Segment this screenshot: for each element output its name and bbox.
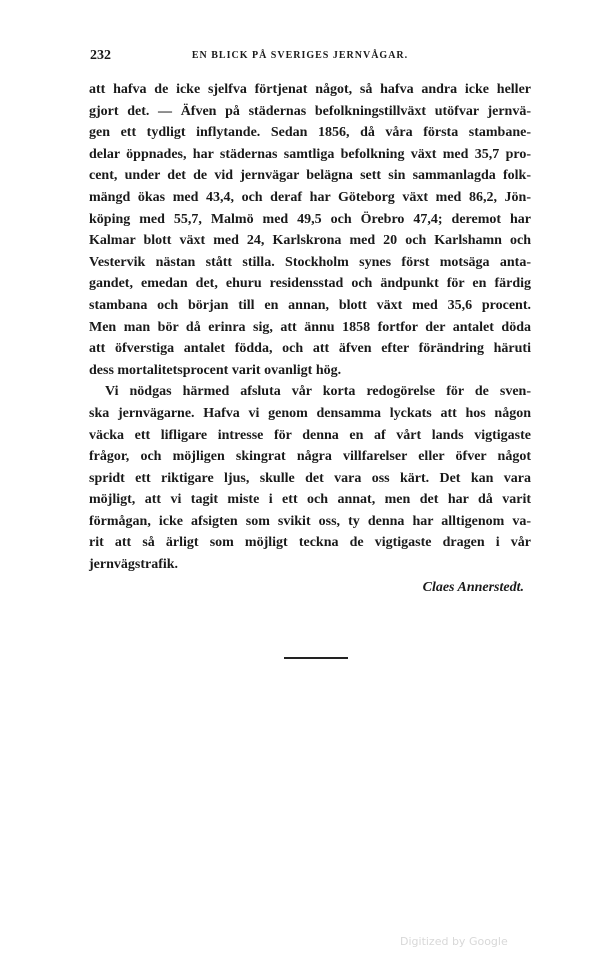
text-line: jernvägstrafik. bbox=[89, 557, 179, 573]
text-line: stambana och början till en annan, blott växt med 35,6 procent. bbox=[89, 297, 531, 313]
text-line: att hafva de icke sjelfva förtjenat något, så hafva andra icke heller bbox=[89, 82, 531, 97]
running-title: EN BLICK PÅ SVERIGES JERNVÅGAR. bbox=[191, 50, 409, 61]
text-line: frågor, och möjligen skingrat några villfarelser eller öfver något bbox=[89, 449, 531, 465]
text-line: rit att så ärligt som möjligt teckna de vigtigaste dragen i vår bbox=[89, 535, 531, 551]
text-line: ska jernvägarne. Hafva vi genom densamma lyckats att hos någon bbox=[89, 405, 531, 421]
text-line: att öfverstiga antalet födda, och att äfven efter förändring häruti bbox=[89, 341, 531, 357]
text-line: förmågan, icke afsigten som svikit oss, ty denna har alltigenom va- bbox=[89, 513, 531, 529]
text-line: gjort det. — Äfven på städernas befolkningstillväxt utöfvar jernvä- bbox=[89, 103, 531, 119]
text-line: mängd ökas med 43,4, och deraf har Göteborg växt med 86,2, Jön- bbox=[89, 189, 531, 205]
text-line: spridt ett riktigare ljus, skulle det vara oss kärt. Det kan vara bbox=[89, 470, 531, 486]
text-line: möjligt, att vi tagit miste i ett och annat, men det har då varit bbox=[89, 492, 531, 508]
text-line: Vestervik nästan stått stilla. Stockholm synes först motsäga anta- bbox=[89, 254, 531, 270]
end-rule bbox=[284, 657, 348, 659]
text-line: gen ett tydligt inflytande. Sedan 1856, då våra första stambane- bbox=[89, 125, 531, 141]
text-line: gandet, emedan det, ehuru residensstad och ändpunkt för en färdig bbox=[89, 276, 531, 292]
signature: Claes Annerstedt. bbox=[422, 580, 524, 595]
text-line: cent, under det de vid jernvägar belägna sett sin sammanlagda folk- bbox=[89, 168, 531, 184]
text-line: Vi nödgas härmed afsluta vår korta redogörelse för de sven- bbox=[105, 384, 531, 400]
text-line: dess mortalitetsprocent varit ovanligt hög. bbox=[89, 362, 342, 378]
watermark: Digitized by Google bbox=[400, 935, 508, 948]
page-number: 232 bbox=[90, 48, 111, 63]
text-line: köping med 55,7, Malmö med 49,5 och Örebro 47,4; deremot har bbox=[89, 211, 531, 227]
body-text bbox=[89, 79, 531, 576]
text-line: väcka ett lifligare intresse för denna en af vårt lands vigtigaste bbox=[89, 427, 531, 443]
text-line: Kalmar blott växt med 24, Karlskrona med 20 och Karlshamn och bbox=[89, 233, 531, 249]
text-line: Men man bör då erinra sig, att ännu 1858 fortfor der antalet döda bbox=[89, 319, 531, 335]
text-line: delar öppnades, har städernas samtliga befolkning växt med 35,7 pro- bbox=[89, 146, 531, 162]
